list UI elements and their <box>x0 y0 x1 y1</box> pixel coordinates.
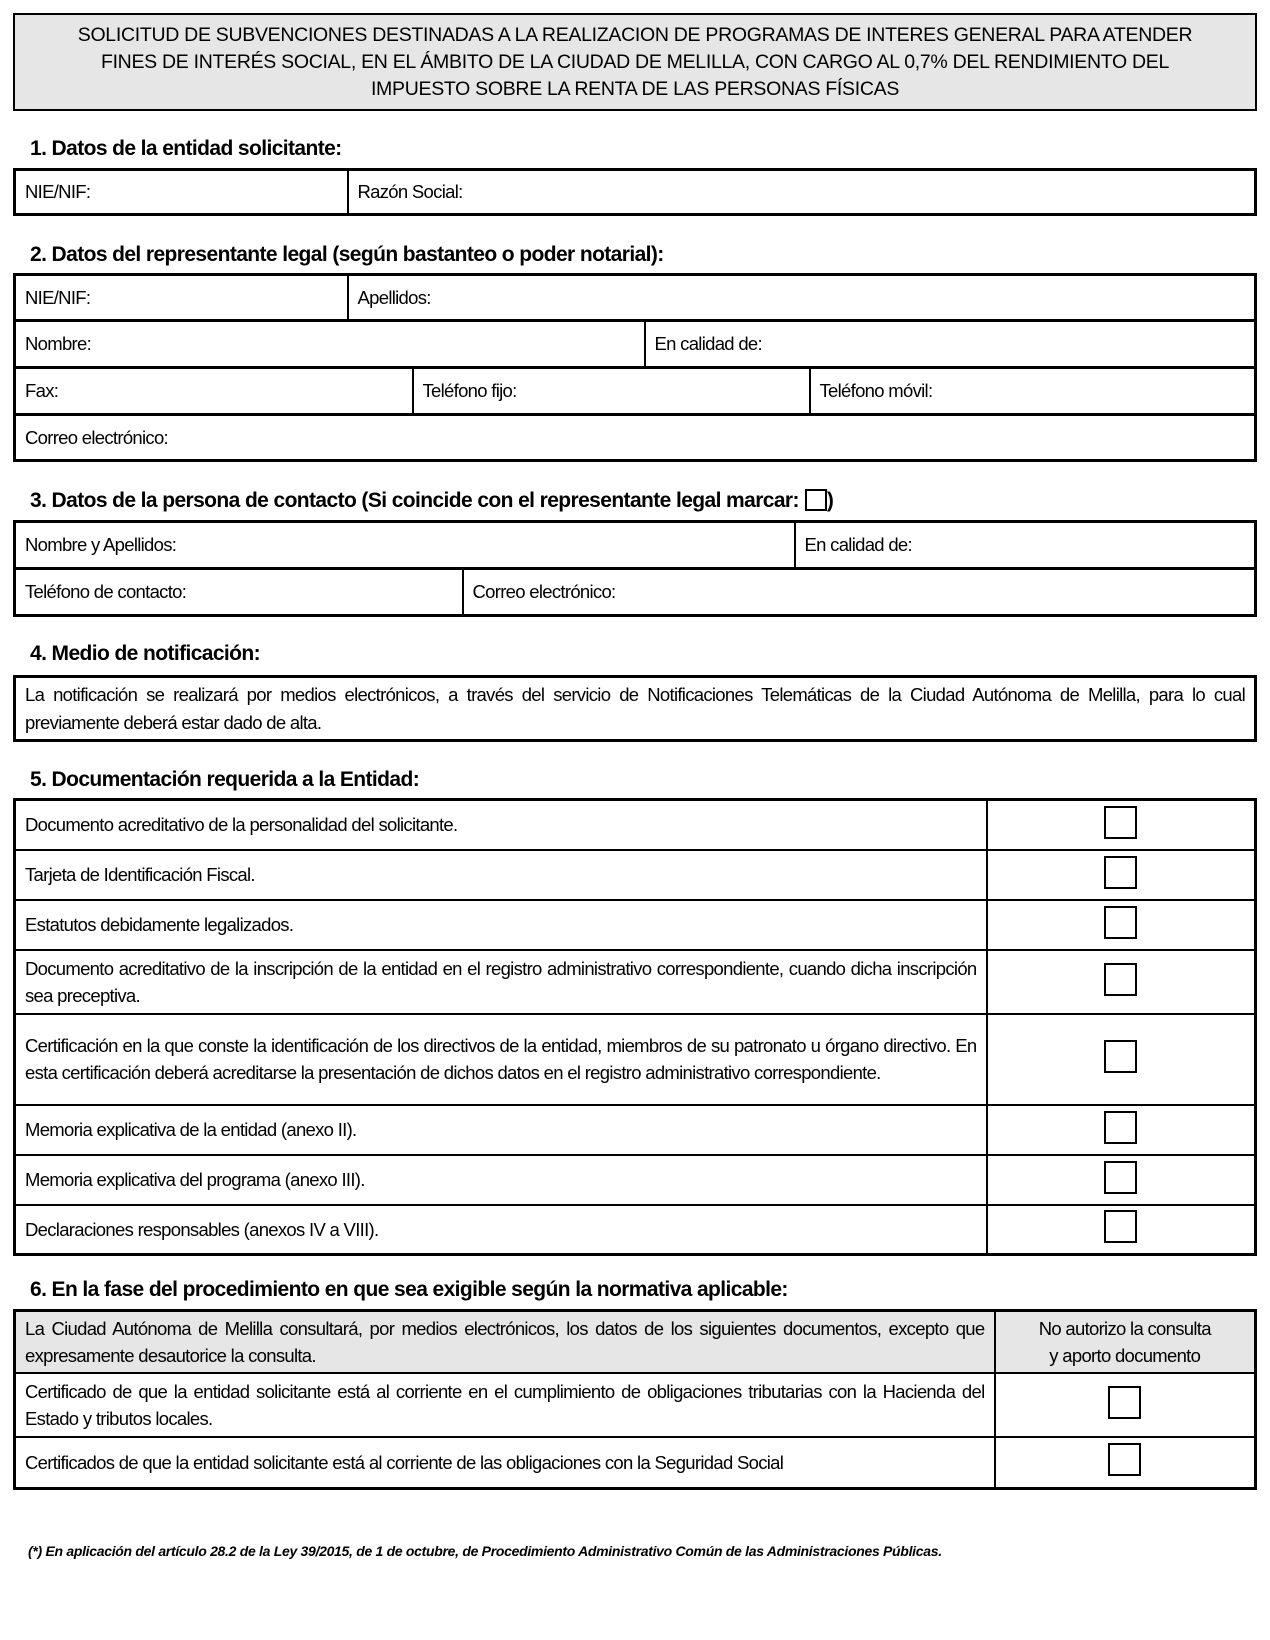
rep-nif-label: NIE/NIF: <box>25 286 91 308</box>
doc-item-checkbox[interactable] <box>1104 906 1137 939</box>
rep-calidad-field[interactable] <box>645 321 1256 368</box>
doc-item-checkbox[interactable] <box>1104 1210 1137 1243</box>
doc-item-checkbox[interactable] <box>1104 806 1137 839</box>
footnote: (*) En aplicación del artículo 28.2 de la Ley 39/2015, de 1 de octubre, de Procedimiento Administrativo Común de las Administraciones Públicas. <box>28 1543 942 1559</box>
rep-correo-label: Correo electrónico: <box>25 426 168 448</box>
doc-item-label: Certificación en la que conste la identificación de los directivos de la entidad, miembros de su patronato u órgano directivo. En esta certificación deberá acreditarse la presentación de dichos datos en el registro administrativo correspondiente. <box>15 1014 987 1105</box>
section-5-title: 5. Documentación requerida a la Entidad: <box>30 768 420 791</box>
doc-row <box>15 850 1256 900</box>
consult-header-right <box>995 1311 1256 1373</box>
section-2-table-b <box>13 319 1257 369</box>
section-3-title-end: ) <box>826 489 834 512</box>
section-4-table <box>13 675 1257 742</box>
entity-razon-social-field[interactable] <box>348 170 1256 215</box>
form-title-box <box>13 13 1257 111</box>
notification-text: La notificación se realizará por medios electrónicos, a través del servicio de Notificaciones Telemáticas de la Ciudad Autónoma de Melilla, para lo cual previamente deberá estar dado de alta. <box>15 677 1256 741</box>
rep-correo-field[interactable] <box>15 415 1256 461</box>
section-3-title <box>30 489 833 513</box>
consult-header-right-line-1: No autorizo la consulta <box>1038 1317 1211 1339</box>
contact-correo-label: Correo electrónico: <box>472 581 616 602</box>
doc-item-label: Memoria explicativa de la entidad (anexo II). <box>15 1105 987 1155</box>
contact-telefono-field[interactable] <box>15 569 463 616</box>
doc-item-label: Declaraciones responsables (anexos IV a VIII). <box>15 1205 987 1255</box>
doc-row <box>15 900 1256 950</box>
doc-item-checkbox[interactable] <box>1104 963 1137 996</box>
contact-correo-field[interactable] <box>463 569 1256 616</box>
rep-apellidos-label: Apellidos: <box>357 286 431 308</box>
contact-calidad-field[interactable] <box>795 522 1256 569</box>
rep-nif-field[interactable] <box>15 275 348 321</box>
doc-row <box>15 800 1256 850</box>
section-2-table-c <box>13 366 1257 416</box>
entity-nif-field[interactable] <box>15 170 348 215</box>
section-2-title: 2. Datos del representante legal (según bastanteo o poder notarial): <box>30 243 664 266</box>
rep-calidad-label: En calidad de: <box>654 333 762 354</box>
doc-item-label: Memoria explicativa del programa (anexo III). <box>15 1155 987 1205</box>
rep-fax-field[interactable] <box>15 368 413 415</box>
doc-item-label: Documento acreditativo de la personalidad del solicitante. <box>15 800 987 850</box>
consult-item-label: Certificado de que la entidad solicitante está al corriente en el cumplimiento de obligaciones tributarias con la Hacienda del Estado y tributos locales. <box>15 1373 995 1437</box>
section-3-table-a <box>13 520 1257 570</box>
doc-item-label: Documento acreditativo de la inscripción de la entidad en el registro administrativo correspondiente, cuando dicha inscripción sea preceptiva. <box>15 950 987 1014</box>
same-as-representative-checkbox[interactable] <box>805 489 827 511</box>
consult-row <box>15 1373 1256 1437</box>
form-title-line-1: SOLICITUD DE SUBVENCIONES DESTINADAS A LA REALIZACION DE PROGRAMAS DE INTERES GENERAL PARA ATENDER <box>77 23 1193 46</box>
contact-calidad-label: En calidad de: <box>804 534 912 555</box>
section-2-table-d <box>13 413 1257 462</box>
rep-nombre-label: Nombre: <box>25 333 92 354</box>
entity-nif-label: NIE/NIF: <box>25 181 91 202</box>
rep-telefono-fijo-field[interactable] <box>413 368 810 415</box>
doc-item-checkbox[interactable] <box>1104 1040 1137 1073</box>
form-title-line-2: FINES DE INTERÉS SOCIAL, EN EL ÁMBITO DE LA CIUDAD DE MELILLA, CON CARGO AL 0,7% DEL RENDIMIENTO DEL <box>100 50 1170 73</box>
section-4-title: 4. Medio de notificación: <box>30 642 261 665</box>
section-6-title: 6. En la fase del procedimiento en que sea exigible según la normativa aplicable: <box>30 1278 788 1301</box>
consult-item-label: Certificados de que la entidad solicitante está al corriente de las obligaciones con la Seguridad Social <box>15 1437 995 1489</box>
doc-row <box>15 1155 1256 1205</box>
contact-telefono-label: Teléfono de contacto: <box>25 581 187 602</box>
section-1-title: 1. Datos de la entidad solicitante: <box>30 137 342 160</box>
doc-item-label: Tarjeta de Identificación Fiscal. <box>15 850 987 900</box>
contact-nombre-field[interactable] <box>15 522 795 569</box>
doc-item-checkbox[interactable] <box>1104 1111 1137 1144</box>
rep-telefono-movil-field[interactable] <box>810 368 1256 415</box>
rep-nombre-field[interactable] <box>15 321 645 368</box>
section-3-title-text: 3. Datos de la persona de contacto (Si coincide con el representante legal marcar: <box>30 489 799 512</box>
section-1-table <box>13 168 1257 216</box>
form-title-line-3: IMPUESTO SOBRE LA RENTA DE LAS PERSONAS FÍSICAS <box>370 77 900 100</box>
rep-telefono-fijo-label: Teléfono fijo: <box>422 380 517 401</box>
rep-fax-label: Fax: <box>25 380 59 401</box>
rep-apellidos-field[interactable] <box>348 275 1256 321</box>
doc-item-checkbox[interactable] <box>1104 856 1137 889</box>
consult-header-row <box>15 1311 1256 1373</box>
consult-header-text: La Ciudad Autónoma de Melilla consultará, por medios electrónicos, los datos de los siguientes documentos, excepto que expresamente desautorice la consulta. <box>15 1311 995 1373</box>
doc-row <box>15 950 1256 1014</box>
contact-nombre-label: Nombre y Apellidos: <box>25 534 177 555</box>
section-3-table-b <box>13 567 1257 617</box>
doc-row <box>15 1014 1256 1105</box>
section-5-table <box>13 798 1257 1256</box>
consult-item-checkbox[interactable] <box>1108 1386 1141 1419</box>
doc-row <box>15 1105 1256 1155</box>
consult-item-checkbox[interactable] <box>1108 1443 1141 1476</box>
rep-telefono-movil-label: Teléfono móvil: <box>819 380 933 401</box>
form-title <box>78 22 1193 103</box>
section-2-table-a <box>13 273 1257 322</box>
consult-header-right-line-2: y aporto documento <box>1049 1344 1201 1366</box>
section-6-table <box>13 1309 1257 1490</box>
doc-item-label: Estatutos debidamente legalizados. <box>15 900 987 950</box>
entity-razon-social-label: Razón Social: <box>357 181 463 202</box>
consult-row <box>15 1437 1256 1489</box>
doc-row <box>15 1205 1256 1255</box>
doc-item-checkbox[interactable] <box>1104 1161 1137 1194</box>
